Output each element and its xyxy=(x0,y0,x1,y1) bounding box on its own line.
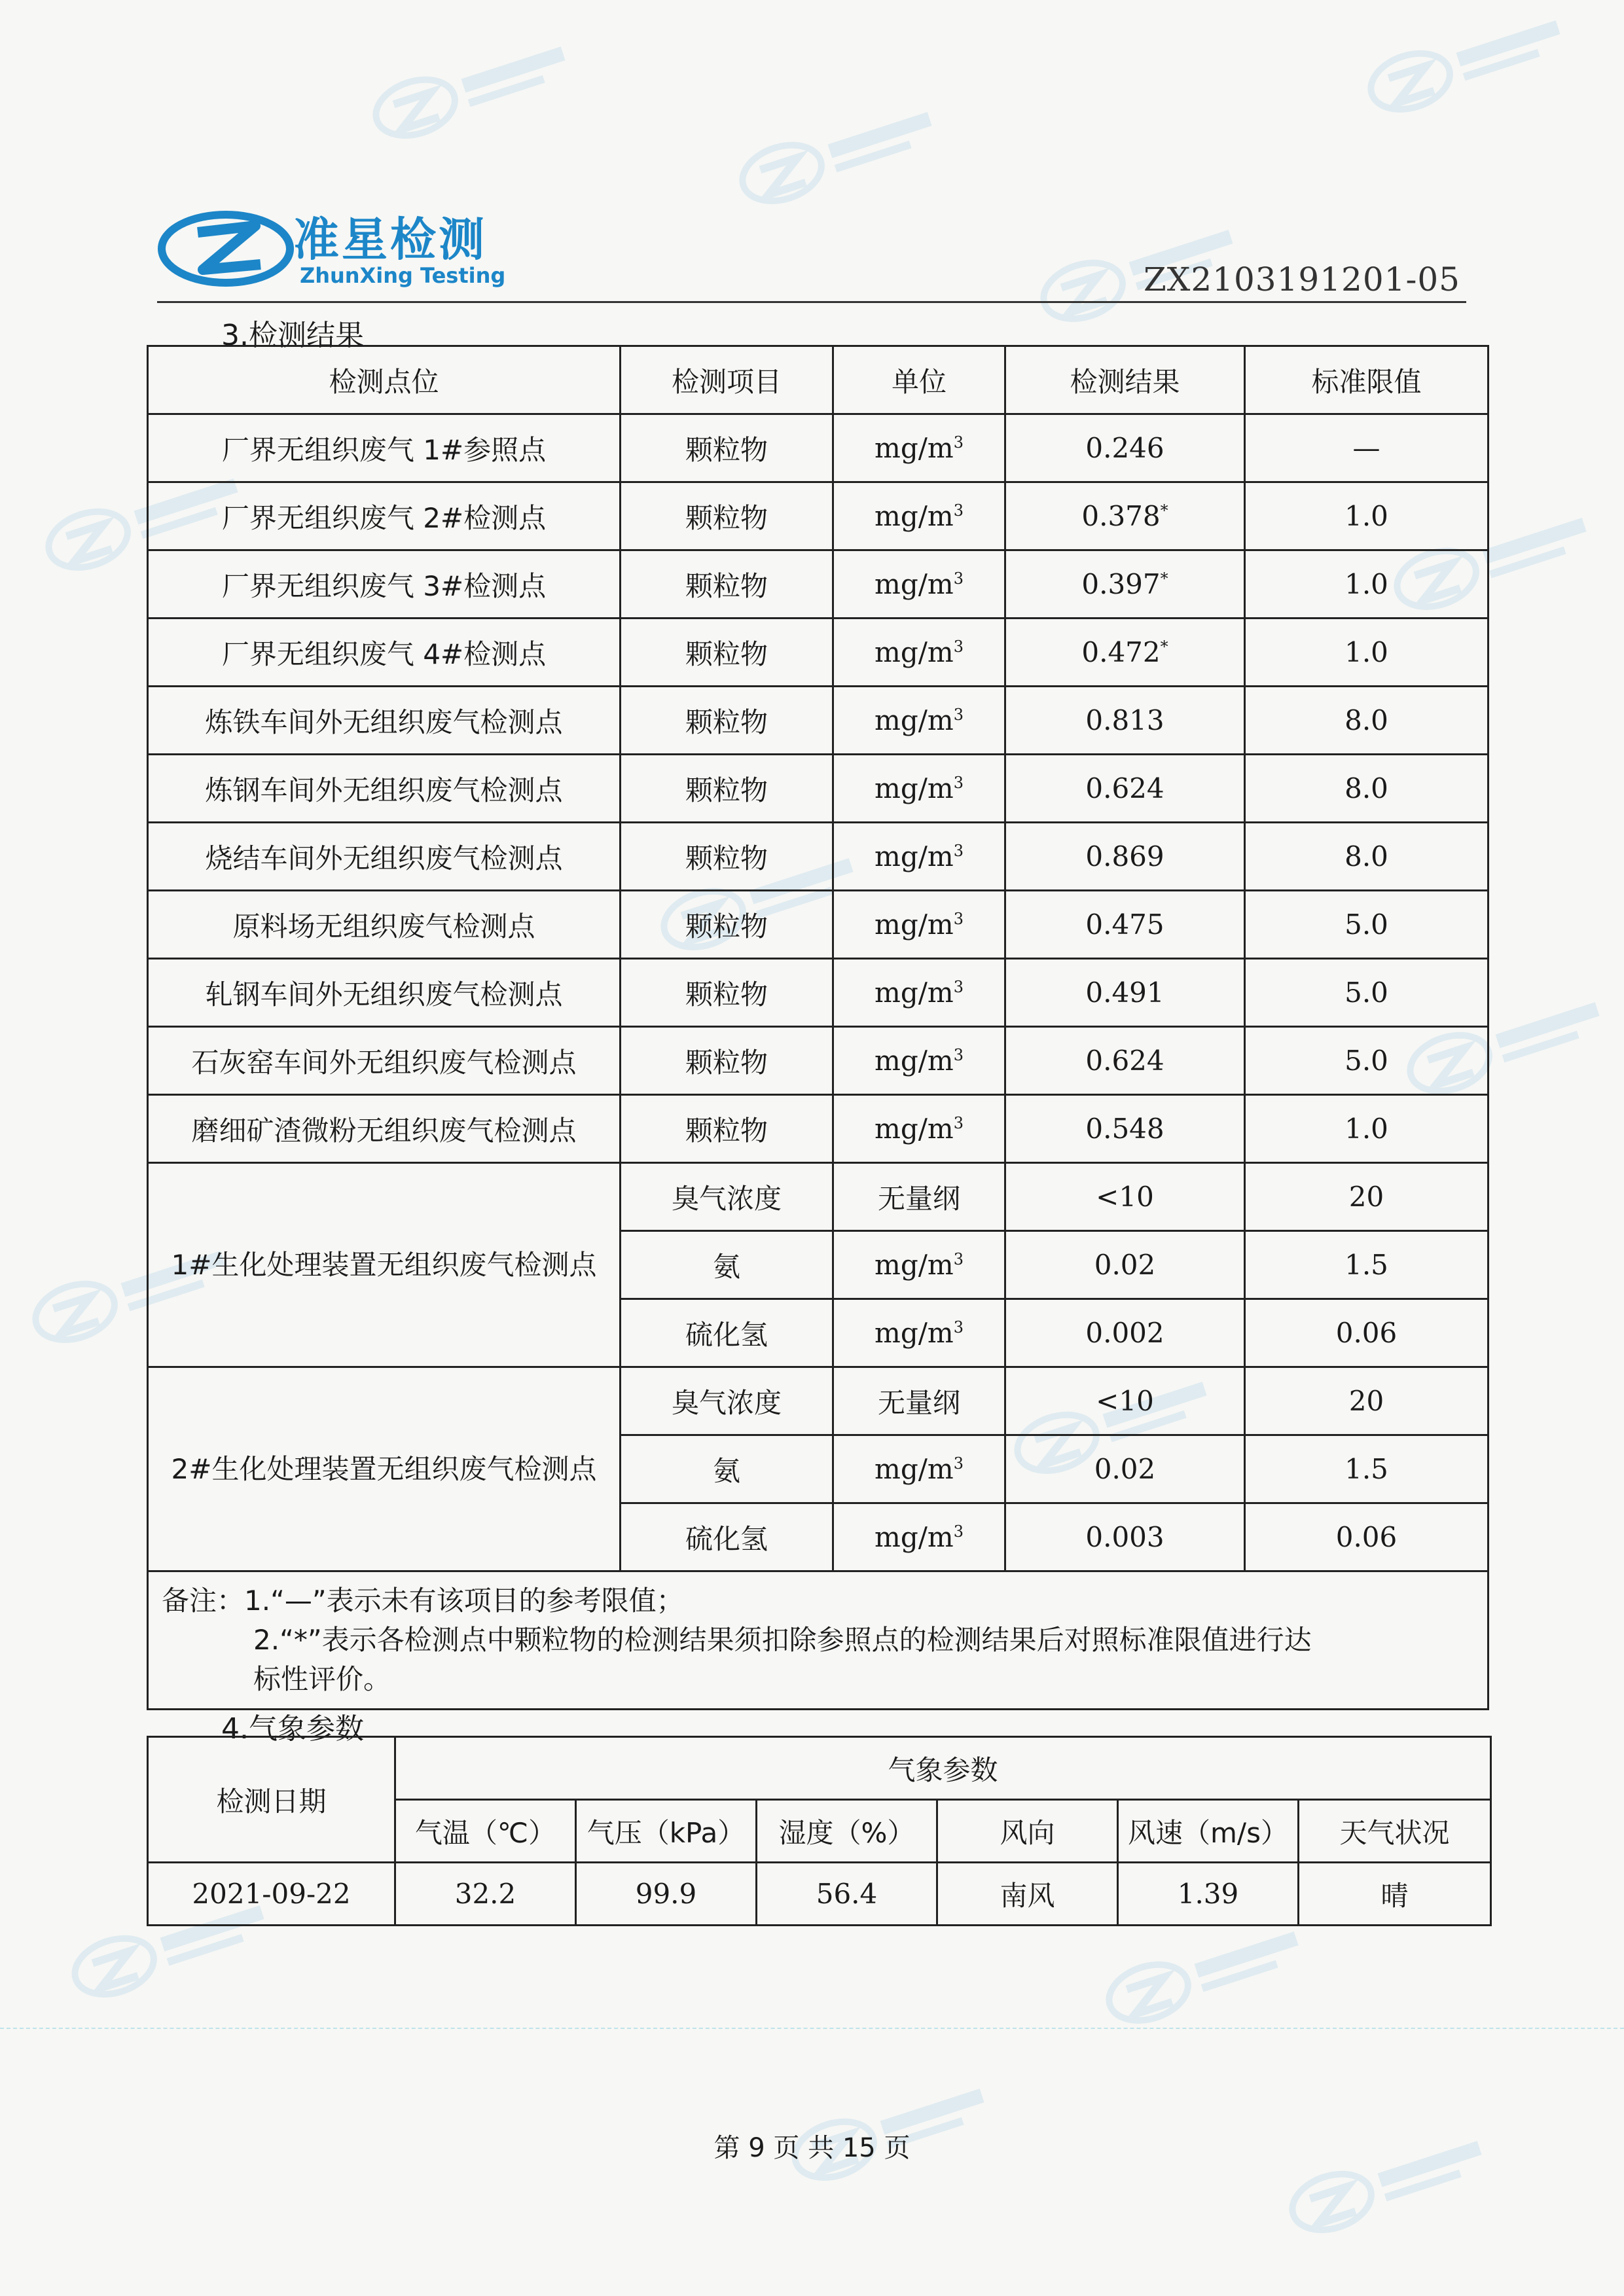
item-cell: 颗粒物 xyxy=(621,823,833,891)
weather-condition-header: 天气状况 xyxy=(1299,1800,1491,1863)
unit-cell: $mg/m^3$ xyxy=(833,959,1005,1027)
weather-pressure: 99.9 xyxy=(576,1863,757,1926)
group-1-limit: 1.5 xyxy=(1245,1231,1489,1299)
weather-header-row-1 xyxy=(148,1737,1491,1800)
group-2-unit: 无量纲 xyxy=(833,1367,1005,1435)
group-1-result: 0.02 xyxy=(1005,1231,1245,1299)
weather-group-header: 气象参数 xyxy=(395,1737,1491,1800)
point-cell: 磨细矿渣微粉无组织废气检测点 xyxy=(148,1095,621,1163)
table-row xyxy=(148,891,1489,959)
table-row xyxy=(148,1367,1489,1435)
limit-cell: 5.0 xyxy=(1245,891,1489,959)
weather-temp: 32.2 xyxy=(395,1863,576,1926)
result-cell: 0.472* xyxy=(1005,619,1245,687)
note-line-2: 2.“*”表示各检测点中颗粒物的检测结果须扣除参照点的检测结果后对照标准限值进行达 xyxy=(253,1624,1312,1656)
header-item: 检测项目 xyxy=(621,346,833,414)
weather-pressure-header: 气压（kPa） xyxy=(576,1800,757,1863)
notes-row xyxy=(148,1571,1489,1710)
weather-table xyxy=(147,1736,1492,1926)
group-1-point: 1#生化处理装置无组织废气检测点 xyxy=(148,1163,621,1367)
unit-cell: $mg/m^3$ xyxy=(833,755,1005,823)
note-line-1: 备注：1.“—”表示未有该项目的参考限值； xyxy=(162,1585,684,1617)
unit-cell: $mg/m^3$ xyxy=(833,1299,1005,1367)
item-cell: 颗粒物 xyxy=(621,891,833,959)
result-cell: 0.397* xyxy=(1005,550,1245,619)
weather-wind-speed: 1.39 xyxy=(1118,1863,1299,1926)
unit-cell: $mg/m^3$ xyxy=(833,1095,1005,1163)
results-header-row xyxy=(148,346,1489,414)
group-2-limit: 1.5 xyxy=(1245,1435,1489,1503)
limit-cell: 8.0 xyxy=(1245,755,1489,823)
point-cell: 厂界无组织废气 4#检测点 xyxy=(148,619,621,687)
group-1-result: <10 xyxy=(1005,1163,1245,1231)
group-1-item: 氨 xyxy=(621,1231,833,1299)
result-cell: 0.475 xyxy=(1005,891,1245,959)
weather-date-header: 检测日期 xyxy=(148,1737,395,1863)
limit-cell: 5.0 xyxy=(1245,959,1489,1027)
header-limit: 标准限值 xyxy=(1245,346,1489,414)
table-row xyxy=(148,1027,1489,1095)
weather-date: 2021-09-22 xyxy=(148,1863,395,1926)
result-cell: 0.813 xyxy=(1005,687,1245,755)
weather-wind-dir: 南风 xyxy=(937,1863,1118,1926)
company-logo-icon xyxy=(157,196,295,295)
group-1-limit: 0.06 xyxy=(1245,1299,1489,1367)
point-cell: 石灰窑车间外无组织废气检测点 xyxy=(148,1027,621,1095)
result-cell: 0.246 xyxy=(1005,414,1245,482)
unit-cell: $mg/m^3$ xyxy=(833,619,1005,687)
group-2-item: 硫化氢 xyxy=(621,1503,833,1571)
item-cell: 颗粒物 xyxy=(621,1095,833,1163)
point-cell: 炼铁车间外无组织废气检测点 xyxy=(148,687,621,755)
watermark-logo-icon xyxy=(1352,0,1587,142)
point-cell: 原料场无组织废气检测点 xyxy=(148,891,621,959)
result-cell: 0.624 xyxy=(1005,755,1245,823)
notes-cell xyxy=(148,1571,1489,1710)
result-cell: 0.624 xyxy=(1005,1027,1245,1095)
group-2-result: 0.02 xyxy=(1005,1435,1245,1503)
item-cell: 颗粒物 xyxy=(621,959,833,1027)
weather-wind-speed-header: 风速（m/s） xyxy=(1118,1800,1299,1863)
table-row xyxy=(148,1095,1489,1163)
table-row xyxy=(148,1163,1489,1231)
weather-condition: 晴 xyxy=(1299,1863,1491,1926)
section-3-title: 3.检测结果 xyxy=(221,319,364,352)
group-2-item: 臭气浓度 xyxy=(621,1367,833,1435)
weather-temp-header: 气温（℃） xyxy=(395,1800,576,1863)
table-row xyxy=(148,482,1489,550)
unit-cell: $mg/m^3$ xyxy=(833,414,1005,482)
item-cell: 颗粒物 xyxy=(621,1027,833,1095)
table-row xyxy=(148,755,1489,823)
page-number: 第 9 页 共 15 页 xyxy=(713,2133,911,2163)
group-1-item: 硫化氢 xyxy=(621,1299,833,1367)
group-2-limit: 0.06 xyxy=(1245,1503,1489,1571)
item-cell: 颗粒物 xyxy=(621,414,833,482)
item-cell: 颗粒物 xyxy=(621,687,833,755)
unit-cell: $mg/m^3$ xyxy=(833,1231,1005,1299)
group-1-item: 臭气浓度 xyxy=(621,1163,833,1231)
table-row xyxy=(148,959,1489,1027)
report-number: ZX2103191201-05 xyxy=(1144,260,1460,298)
company-name-en: ZhunXing Testing xyxy=(300,263,506,288)
limit-cell: 1.0 xyxy=(1245,1095,1489,1163)
results-simple-rows xyxy=(148,414,1489,1163)
point-cell: 厂界无组织废气 2#检测点 xyxy=(148,482,621,550)
point-cell: 轧钢车间外无组织废气检测点 xyxy=(148,959,621,1027)
table-row xyxy=(148,619,1489,687)
weather-data-row xyxy=(148,1863,1491,1926)
point-cell: 炼钢车间外无组织废气检测点 xyxy=(148,755,621,823)
unit-cell: $mg/m^3$ xyxy=(833,1503,1005,1571)
weather-wind-dir-header: 风向 xyxy=(937,1800,1118,1863)
table-row xyxy=(148,550,1489,619)
limit-cell: 1.0 xyxy=(1245,550,1489,619)
item-cell: 颗粒物 xyxy=(621,550,833,619)
header-unit: 单位 xyxy=(833,346,1005,414)
group-1-result: 0.002 xyxy=(1005,1299,1245,1367)
header-result: 检测结果 xyxy=(1005,346,1245,414)
watermark-logo-icon xyxy=(723,74,959,234)
weather-humidity-header: 湿度（%） xyxy=(757,1800,937,1863)
unit-cell: $mg/m^3$ xyxy=(833,687,1005,755)
result-cell: 0.548 xyxy=(1005,1095,1245,1163)
unit-cell: $mg/m^3$ xyxy=(833,891,1005,959)
watermark-logo-icon xyxy=(357,9,592,169)
point-cell: 厂界无组织废气 3#检测点 xyxy=(148,550,621,619)
significance-mark: * xyxy=(1160,637,1168,656)
point-cell: 厂界无组织废气 1#参照点 xyxy=(148,414,621,482)
group-2-point: 2#生化处理装置无组织废气检测点 xyxy=(148,1367,621,1571)
table-row xyxy=(148,823,1489,891)
significance-mark: * xyxy=(1160,501,1168,520)
company-name-cn: 准星检测 xyxy=(293,213,487,266)
limit-cell: 5.0 xyxy=(1245,1027,1489,1095)
point-cell: 烧结车间外无组织废气检测点 xyxy=(148,823,621,891)
unit-cell: $mg/m^3$ xyxy=(833,1027,1005,1095)
unit-cell: $mg/m^3$ xyxy=(833,823,1005,891)
result-cell: 0.378* xyxy=(1005,482,1245,550)
item-cell: 颗粒物 xyxy=(621,755,833,823)
limit-cell: 1.0 xyxy=(1245,482,1489,550)
limit-cell: 8.0 xyxy=(1245,687,1489,755)
group-2-result: <10 xyxy=(1005,1367,1245,1435)
limit-cell: — xyxy=(1245,414,1489,482)
item-cell: 颗粒物 xyxy=(621,482,833,550)
unit-cell: $mg/m^3$ xyxy=(833,1435,1005,1503)
group-1 xyxy=(148,1163,1489,1367)
header-divider xyxy=(157,301,1466,303)
unit-cell: $mg/m^3$ xyxy=(833,482,1005,550)
section-4-title: 4.气象参数 xyxy=(221,1712,364,1746)
group-2 xyxy=(148,1367,1489,1571)
footer-divider xyxy=(0,2028,1624,2029)
limit-cell: 8.0 xyxy=(1245,823,1489,891)
group-2-item: 氨 xyxy=(621,1435,833,1503)
table-row xyxy=(148,414,1489,482)
group-1-unit: 无量纲 xyxy=(833,1163,1005,1231)
group-2-result: 0.003 xyxy=(1005,1503,1245,1571)
weather-humidity: 56.4 xyxy=(757,1863,937,1926)
result-cell: 0.491 xyxy=(1005,959,1245,1027)
result-cell: 0.869 xyxy=(1005,823,1245,891)
group-1-limit: 20 xyxy=(1245,1163,1489,1231)
limit-cell: 1.0 xyxy=(1245,619,1489,687)
header-point: 检测点位 xyxy=(148,346,621,414)
item-cell: 颗粒物 xyxy=(621,619,833,687)
note-line-3: 标性评价。 xyxy=(253,1663,391,1695)
group-2-limit: 20 xyxy=(1245,1367,1489,1435)
table-row xyxy=(148,687,1489,755)
results-table xyxy=(147,345,1489,1710)
significance-mark: * xyxy=(1160,569,1168,588)
unit-cell: $mg/m^3$ xyxy=(833,550,1005,619)
